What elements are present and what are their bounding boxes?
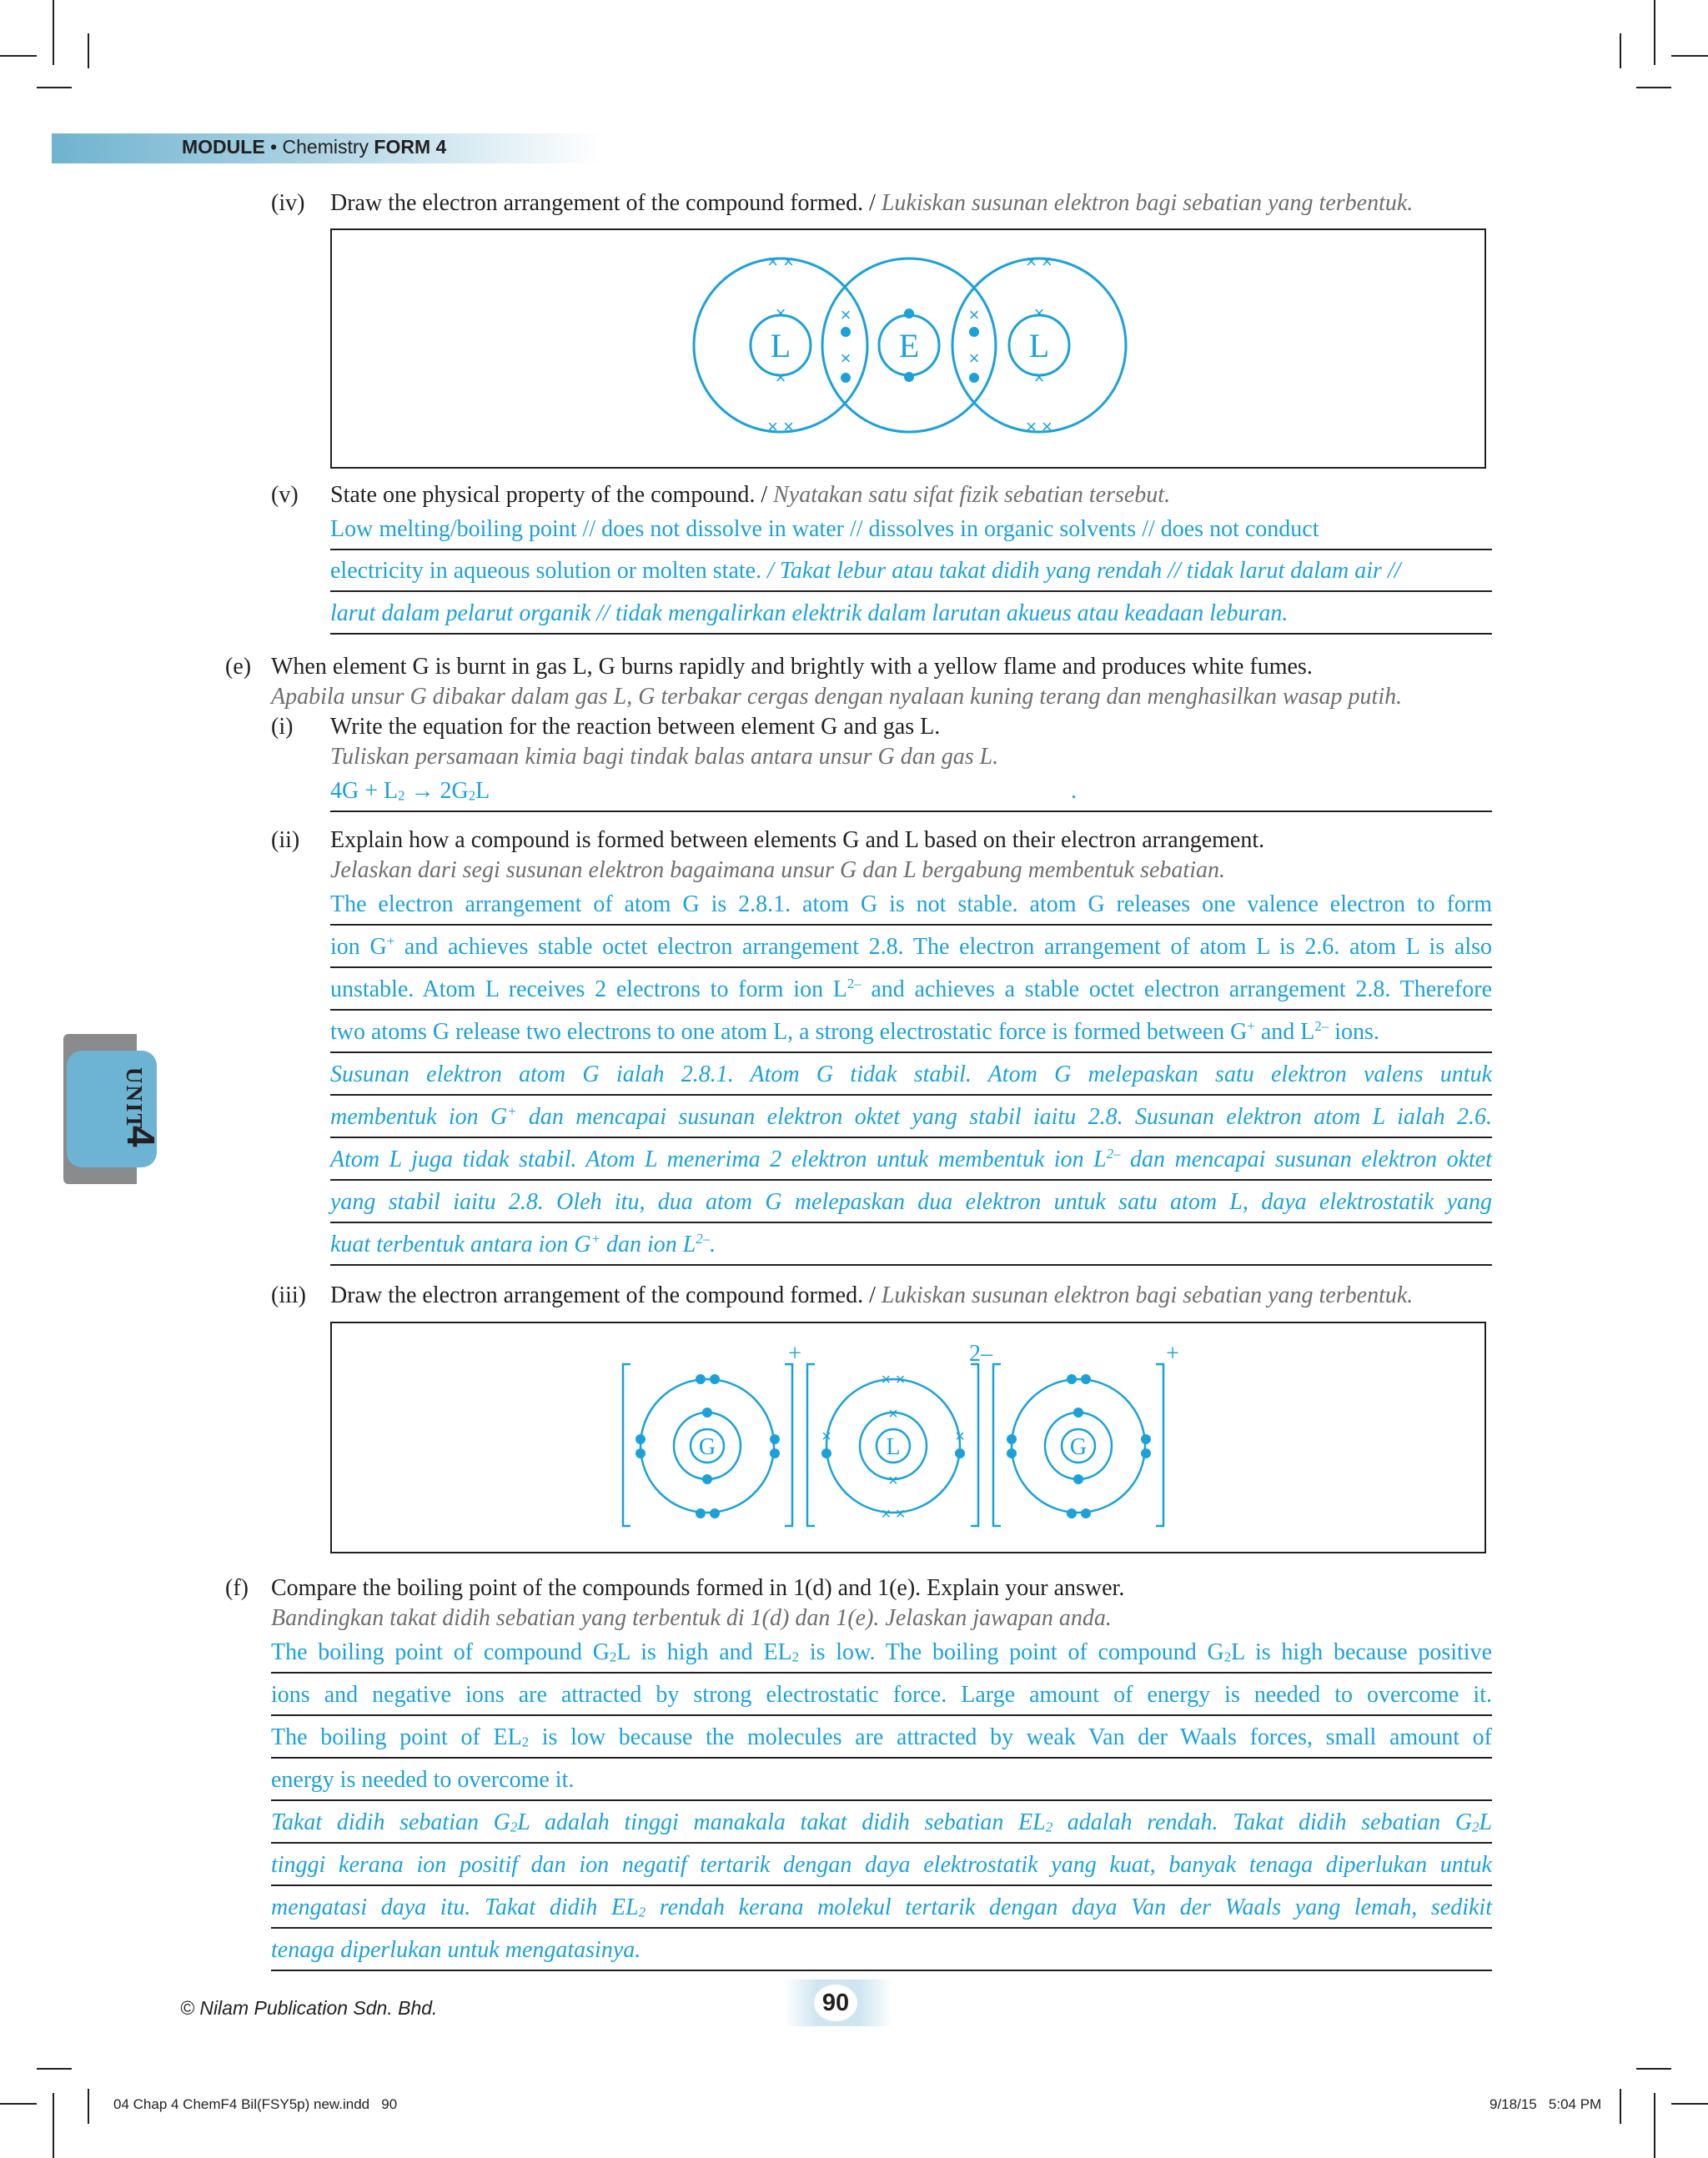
- q-e-ms: Apabila unsur G dibakar dalam gas L, G terbakar cergas dengan nyalaan kuning terang dan menghasilkan wasap putih.: [271, 684, 1403, 710]
- electron-dot: [710, 1508, 720, 1518]
- electron-cross: ×: [888, 1405, 898, 1423]
- ionic-diagram: [617, 1334, 1184, 1534]
- ans-text: L adalah tinggi manakala takat didih sebatian EL: [517, 1809, 1046, 1835]
- electron-dot: [841, 373, 851, 383]
- ans-text: L: [1479, 1809, 1493, 1835]
- bracket-right: [1156, 1364, 1163, 1526]
- q-v-answer-1: Low melting/boiling point // does not dissolve in water // dissolves in organic solvents // does not conduct: [330, 516, 1319, 542]
- electron-cross: ×: [1033, 303, 1045, 324]
- electron-dot: [1067, 1508, 1077, 1518]
- electron-cross: ×: [775, 367, 786, 388]
- electron-dot: [969, 373, 979, 383]
- crop-mark: [1654, 2093, 1655, 2158]
- eq-part: 4G + L: [330, 778, 399, 804]
- page-number-circle: [814, 1985, 857, 2021]
- ans-text: ions and negative ions are attracted by strong electrostatic force. Large amount of energy is needed to overcome it.: [271, 1682, 1492, 1708]
- electron-cross: × ×: [881, 1371, 906, 1389]
- ans-sub: 2: [510, 1819, 518, 1835]
- ans-text: L is high and EL: [616, 1639, 792, 1665]
- q-e-ii-line: [330, 1063, 1492, 1096]
- crop-mark: [1620, 2089, 1621, 2124]
- crop-mark: [53, 0, 54, 65]
- ans-sub: 2: [1472, 1819, 1479, 1835]
- electron-dot: [770, 1448, 780, 1458]
- q-iv-en: Draw the electron arrangement of the compound formed. /: [330, 190, 876, 216]
- ans-sup: 2–: [696, 1230, 711, 1247]
- ans-sup: +: [507, 1102, 517, 1119]
- q-f-line: [271, 1811, 1492, 1844]
- electron-cross: ×: [775, 303, 786, 324]
- ans-text: mengatasi daya itu. Takat didih EL: [271, 1895, 639, 1920]
- crop-mark: [1654, 0, 1655, 65]
- q-f-ms: Bandingkan takat didih sebatian yang terbentuk di 1(d) dan 1(e). Jelaskan jawapan anda.: [271, 1605, 1112, 1631]
- crop-mark: [1671, 55, 1708, 57]
- q-f-line: [271, 1726, 1492, 1759]
- q-iv-ms: Lukiskan susunan elektron bagi sebatian yang terbentuk.: [881, 190, 1414, 216]
- ans-sub: 2: [791, 1649, 800, 1665]
- atom-label-l2: L: [1028, 327, 1050, 364]
- header-dot: •: [270, 136, 278, 158]
- ans-text: dan mencapai susunan elektron oktet: [1120, 1147, 1492, 1172]
- print-date: 9/18/15 5:04 PM: [1489, 2096, 1602, 2112]
- electron-dot: [696, 1508, 706, 1518]
- q-v-answer-4: larut dalam pelarut organik // tidak mengalirkan elektrik dalam larutan akueus atau keadaan leburan.: [330, 600, 1289, 626]
- electron-dot: [635, 1434, 646, 1444]
- q-e-iii-num: (iii): [271, 1282, 306, 1308]
- q-e-num: (e): [225, 654, 252, 680]
- q-f-en: Compare the boiling point of the compounds formed in 1(d) and 1(e). Explain your answer.: [271, 1575, 1125, 1601]
- electron-cross: ×: [1033, 367, 1045, 388]
- electron-dot: [904, 372, 914, 382]
- q-e-ii-line: [330, 975, 1492, 1011]
- ans-sup: +: [590, 1230, 600, 1247]
- ans-text: The boiling point of compound G: [271, 1639, 610, 1665]
- unit-tab-label: [77, 1059, 177, 1159]
- electron-cross: × ×: [767, 251, 794, 272]
- ans-text: ion G: [330, 934, 387, 960]
- electron-dot: [841, 327, 851, 337]
- ans-text: The electron arrangement of atom G is 2.8.1. atom G is not stable. atom G releases one valence electron to form: [330, 891, 1492, 917]
- q-v-num: (v): [271, 482, 299, 508]
- eq-part: L: [475, 778, 490, 804]
- crop-mark: [88, 2089, 89, 2124]
- ans-text: The boiling point of EL: [271, 1724, 522, 1750]
- ans-text: Takat didih sebatian G: [271, 1809, 510, 1835]
- q-f-num: (f): [225, 1575, 249, 1601]
- electron-dot: [1141, 1448, 1151, 1458]
- ans-text: Susunan elektron atom G ialah 2.8.1. Atom G tidak stabil. Atom G melepaskan satu elektron valens untuk: [330, 1061, 1492, 1087]
- covalent-diagram: [667, 233, 1151, 463]
- electron-dot: [1081, 1374, 1091, 1384]
- q-e-iii-en: Draw the electron arrangement of the compound formed. /: [330, 1282, 876, 1308]
- crop-mark: [1636, 87, 1671, 88]
- ans-text: tenaga diperlukan untuk mengatasinya.: [271, 1937, 641, 1963]
- q-e-i-ms: Tuliskan persamaan kimia bagi tindak balas antara unsur G dan gas L.: [330, 744, 999, 770]
- electron-cross: ×: [968, 348, 980, 369]
- electron-dot: [1067, 1374, 1077, 1384]
- q-iv-num: (iv): [271, 190, 305, 216]
- q-e-i-en: Write the equation for the reaction between element G and gas L.: [330, 714, 941, 740]
- q-v-en: State one physical property of the compound. /: [330, 482, 768, 508]
- header-form: FORM 4: [374, 136, 447, 158]
- ans-text: and achieves a stable octet electron arrangement 2.8. Therefore: [861, 976, 1492, 1002]
- bracket-right: [971, 1364, 978, 1526]
- q-v-answer-line: [330, 518, 1492, 550]
- crop-mark: [1636, 2068, 1671, 2070]
- ans-text: unstable. Atom L receives 2 electrons to form ion L: [330, 976, 847, 1002]
- q-v-answer-line: [330, 560, 1492, 592]
- q-v-text: [330, 484, 1170, 507]
- ans-sup: +: [386, 932, 395, 949]
- electron-cross: × ×: [767, 416, 794, 437]
- q-e-i-num: (i): [271, 714, 294, 740]
- eq-sub: 2: [468, 787, 476, 804]
- q-e-ii-num: (ii): [271, 827, 300, 853]
- ans-sup: 2–: [1106, 1145, 1121, 1162]
- ans-text: adalah rendah. Takat didih sebatian G: [1052, 1809, 1473, 1835]
- electron-dot: [1141, 1434, 1151, 1444]
- unit-number: 4: [119, 1126, 163, 1147]
- ion-charge-l: 2–: [969, 1341, 992, 1367]
- header-title: [182, 138, 446, 157]
- q-f-line: [271, 1641, 1492, 1674]
- electron-dot: [1007, 1434, 1017, 1444]
- q-e-ii-ms: Jelaskan dari segi susunan elektron bagaimana unsur G dan L bergabung membentuk sebatian.: [330, 857, 1225, 883]
- electron-cross: ×: [955, 1428, 965, 1446]
- q-v-answer-2: electricity in aqueous solution or molten state.: [330, 558, 762, 584]
- ans-text: tinggi kerana ion positif dan ion negatif tertarik dengan daya elektrostatik yang kuat, banyak tenaga diperlukan untuk: [271, 1852, 1492, 1878]
- ans-sub: 2: [521, 1734, 530, 1750]
- q-f-line: [271, 1896, 1492, 1929]
- ans-sub: 2: [638, 1904, 646, 1920]
- header-subject: Chemistry: [282, 136, 369, 158]
- crop-mark: [1620, 33, 1621, 68]
- ans-sup: 2–: [846, 975, 862, 991]
- q-e-ii-line: [330, 1102, 1492, 1138]
- ans-text: yang stabil iaitu 2.8. Oleh itu, dua atom G melepaskan dua elektron untuk satu atom L, daya elektrostatik yang: [330, 1189, 1492, 1215]
- ion-label-g2: G: [1069, 1434, 1088, 1460]
- electron-dot: [1073, 1408, 1083, 1418]
- electron-cross: × ×: [1026, 416, 1052, 437]
- ans-sub: 2: [610, 1649, 617, 1665]
- crop-mark: [1671, 2103, 1708, 2105]
- page-number: 90: [821, 1990, 850, 2016]
- ans-text: Atom L juga tidak stabil. Atom L menerima 2 elektron untuk membentuk ion L: [330, 1147, 1107, 1172]
- electron-cross: ×: [840, 304, 851, 325]
- atom-label-l1: L: [770, 327, 791, 364]
- ans-sup: +: [1247, 1017, 1255, 1034]
- electron-dot: [710, 1374, 720, 1384]
- bracket-left: [623, 1364, 630, 1526]
- electron-cross: ×: [840, 348, 851, 369]
- ion-label-g1: G: [698, 1434, 716, 1460]
- electron-dot: [821, 1448, 831, 1458]
- ans-sup: 2–: [1314, 1017, 1329, 1034]
- ans-text: and achieves stable octet electron arrangement 2.8. The electron arrangement of atom L is 2.6. atom L is also: [394, 934, 1492, 960]
- q-e-ii-en: Explain how a compound is formed between elements G and L based on their electron arrangement.: [330, 827, 1265, 853]
- electron-dot: [969, 327, 979, 337]
- ans-text: kuat terbentuk antara ion G: [330, 1232, 591, 1257]
- file-slug: 04 Chap 4 ChemF4 Bil(FSY5p) new.indd 90: [113, 2096, 398, 2112]
- electron-dot: [1073, 1474, 1083, 1484]
- ion-charge-g2: +: [1166, 1341, 1179, 1367]
- electron-dot: [770, 1434, 780, 1444]
- q-e-i-answer: [330, 780, 1492, 812]
- unit-label: UNIT: [122, 1067, 147, 1131]
- ans-text: membentuk ion G: [330, 1104, 508, 1130]
- ans-text: energy is needed to overcome it.: [271, 1767, 575, 1793]
- q-v-answer-3: / Takat lebur atau takat didih yang rendah // tidak larut dalam air //: [767, 558, 1401, 584]
- ans-text: and L: [1254, 1019, 1315, 1045]
- electron-dot: [1081, 1508, 1091, 1518]
- q-e-ii-line: [330, 1230, 1492, 1266]
- q-e-ii-line: [330, 893, 1492, 926]
- electron-dot: [635, 1448, 646, 1458]
- electron-cross: ×: [888, 1472, 898, 1490]
- crop-mark: [88, 33, 89, 68]
- electron-dot: [702, 1408, 712, 1418]
- bracket-right: [785, 1364, 792, 1526]
- crop-mark: [37, 87, 72, 88]
- electron-dot: [696, 1374, 706, 1384]
- atom-label-e: E: [898, 327, 920, 364]
- electron-dot: [955, 1448, 965, 1458]
- publisher-credit: © Nilam Publication Sdn. Bhd.: [180, 1997, 438, 2019]
- crop-mark: [37, 2068, 72, 2070]
- ans-sub: 2: [1045, 1819, 1053, 1835]
- q-v-answer-line: [330, 602, 1492, 635]
- electron-dot: [904, 309, 914, 319]
- eq-part: → 2G: [404, 778, 469, 804]
- q-e-ii-line: [330, 1017, 1492, 1053]
- electron-dot: [1007, 1448, 1017, 1458]
- q-f-line: [271, 1769, 1492, 1801]
- bracket-left: [993, 1364, 1001, 1526]
- q-e-iii-text: [330, 1284, 1413, 1307]
- ans-text: .: [710, 1232, 716, 1257]
- electron-dot: [702, 1474, 712, 1484]
- q-f-line: [271, 1854, 1492, 1886]
- eq-end: .: [1071, 778, 1077, 804]
- bracket-left: [807, 1364, 815, 1526]
- electron-cross: × ×: [1026, 251, 1052, 272]
- ans-sub: 2: [1223, 1649, 1232, 1665]
- q-e-ii-line: [330, 1145, 1492, 1181]
- ans-text: L is high because positive: [1231, 1639, 1492, 1665]
- ans-text: is low because the molecules are attracted by weak Van der Waals forces, small amount of: [529, 1724, 1492, 1750]
- ans-text: two atoms G release two electrons to one atom L, a strong electrostatic force is formed between G: [330, 1019, 1248, 1045]
- electron-cross: × ×: [881, 1505, 906, 1523]
- q-e-ii-line: [330, 932, 1492, 968]
- ion-charge-g1: +: [788, 1341, 801, 1367]
- crop-mark: [53, 2093, 54, 2158]
- q-v-ms: Nyatakan satu sifat fizik sebatian tersebut.: [773, 482, 1171, 508]
- q-e-ii-line: [330, 1191, 1492, 1223]
- q-e-en: When element G is burnt in gas L, G burns rapidly and brightly with a yellow flame and produces white fumes.: [271, 654, 1313, 680]
- ans-text: is low. The boiling point of compound G: [799, 1639, 1224, 1665]
- crop-mark: [0, 55, 37, 57]
- ans-text: dan ion L: [600, 1232, 696, 1257]
- eq-sub: 2: [398, 787, 405, 804]
- q-f-line: [271, 1684, 1492, 1716]
- ans-text: rendah kerana molekul tertarik dengan daya Van der Waals yang lemah, sedikit: [646, 1895, 1492, 1920]
- q-f-line: [271, 1939, 1492, 1971]
- q-e-iii-ms: Lukiskan susunan elektron bagi sebatian yang terbentuk.: [881, 1282, 1414, 1308]
- crop-mark: [0, 2103, 37, 2105]
- electron-cross: ×: [968, 304, 980, 325]
- electron-cross: ×: [821, 1428, 831, 1446]
- ans-text: ions.: [1329, 1019, 1379, 1045]
- ion-label-l: L: [886, 1434, 901, 1460]
- header-module: MODULE: [182, 136, 265, 158]
- ans-text: dan mencapai susunan elektron oktet yang stabil iaitu 2.8. Susunan elektron atom L ialah 2.6.: [516, 1104, 1492, 1130]
- q-iv-text: [330, 192, 1413, 215]
